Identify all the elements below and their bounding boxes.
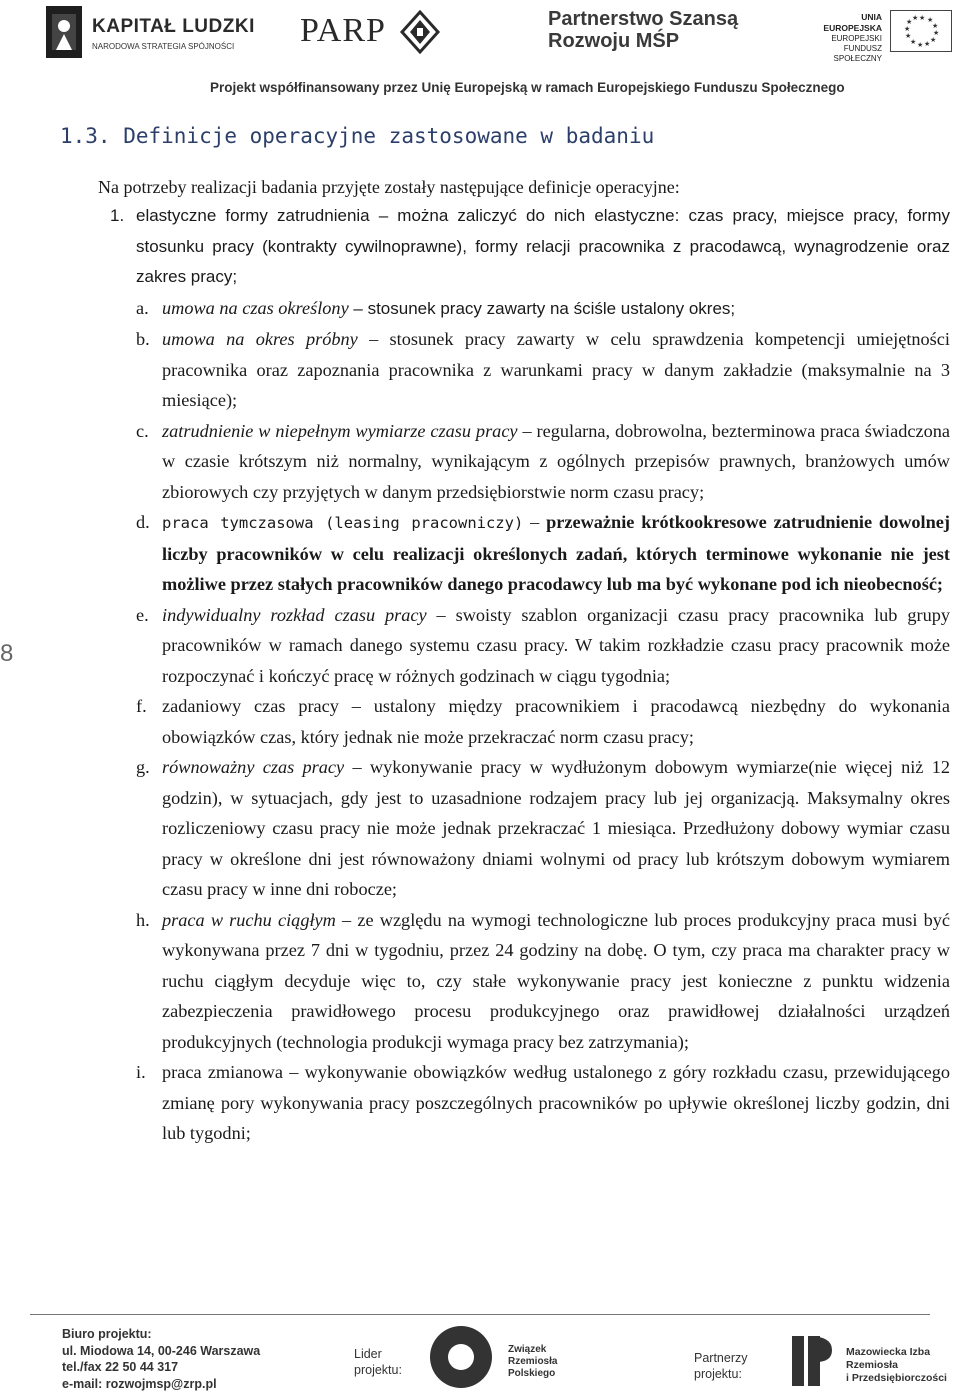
parp-diamond-icon xyxy=(400,10,440,59)
definition-item-c xyxy=(136,416,950,508)
biuro-heading: Biuro projektu: xyxy=(62,1327,152,1341)
mirp-line-2: Rzemiosła xyxy=(846,1359,898,1371)
item-term: zadaniowy czas pracy xyxy=(162,696,339,716)
eu-flag-icon xyxy=(890,10,952,52)
svg-text:★: ★ xyxy=(912,14,919,22)
item-text: przeważnie krótkookresowe zatrudnienie dowolnej liczby pracowników w celu realizacji określonych zadań, których terminowe wykonanie nie jest możliwe przez stałych pracowników danego pracodawcy lub ma być wykonane pod ich nieobecność; xyxy=(162,512,951,594)
lider-label xyxy=(354,1346,402,1378)
lider-line-2: projektu: xyxy=(354,1363,402,1377)
parp-text: PARP xyxy=(300,12,386,49)
biuro-email[interactable]: e-mail: rozwojmsp@zrp.pl xyxy=(62,1376,217,1391)
item-label: d. xyxy=(136,512,150,532)
definition-item-d xyxy=(136,507,950,600)
item-label: b. xyxy=(136,329,150,349)
item-term: umowa na okres próbny xyxy=(162,329,358,349)
item-text: – ustalony między pracownikiem i pracodawcą niezbędny do wykonania obowiązków czas, który jednak nie może przekraczać norm czasu pracy; xyxy=(162,696,950,747)
mirp-line-3: i Przedsiębiorczości xyxy=(846,1372,947,1384)
parp-logo xyxy=(300,8,440,58)
definition-item-a xyxy=(136,293,950,325)
kapital-ludzki-flag-icon xyxy=(46,6,82,58)
svg-text:★: ★ xyxy=(924,40,931,48)
kapital-ludzki-title: KAPITAŁ LUDZKI xyxy=(92,16,255,37)
mirp-line-1: Mazowiecka Izba xyxy=(846,1346,931,1358)
svg-text:★: ★ xyxy=(932,22,939,30)
item-label: c. xyxy=(136,420,149,441)
item-label: 1. xyxy=(110,206,125,225)
kapital-ludzki-logo xyxy=(46,6,255,62)
partnerzy-line-2: projektu: xyxy=(694,1367,742,1381)
item-text: – stosunek pracy zawarty na ściśle ustalony okres; xyxy=(348,298,736,318)
cofinancing-note: Projekt współfinansowany przez Unię Europejską w ramach Europejskiego Funduszu Społecznego xyxy=(210,80,845,95)
zrp-line-1: Związek xyxy=(508,1344,547,1355)
item-text: – regularna, dobrowolna, bezterminowa praca świadczona w czasie krótszym niż normalny, wynikającym z ogólnych przepisów prawnych, branżowych umów zbiorowych czy przyjętych w danym przedsiębiorstwie norm czasu pracy; xyxy=(162,420,950,502)
eu-text xyxy=(808,12,882,64)
item-term: równoważny czas pracy xyxy=(162,757,345,777)
svg-text:★: ★ xyxy=(933,29,940,37)
definition-item-g xyxy=(136,752,950,905)
item-term: umowa na czas określony xyxy=(162,297,349,318)
page-number: 8 xyxy=(0,640,14,667)
svg-text:★: ★ xyxy=(904,25,911,33)
item-term: praca zmianowa xyxy=(162,1062,283,1082)
page-header xyxy=(0,0,960,110)
item-label: a. xyxy=(136,297,149,318)
item-label: g. xyxy=(136,757,150,777)
biuro-address: ul. Miodowa 14, 00-246 Warszawa xyxy=(62,1343,261,1358)
zrp-line-3: Polskiego xyxy=(508,1368,556,1379)
item-term: zatrudnienie w niepełnym wymiarze czasu pracy xyxy=(162,420,518,441)
eu-line-3: FUNDUSZ SPOŁECZNY xyxy=(833,44,882,63)
footer-divider xyxy=(30,1314,930,1315)
svg-text:★: ★ xyxy=(930,36,937,44)
section-title: 1.3. Definicje operacyjne zastosowane w badaniu xyxy=(60,124,655,148)
item-label: e. xyxy=(136,604,149,625)
kapital-ludzki-subtitle: NARODOWA STRATEGIA SPÓJNOŚCI xyxy=(92,42,235,51)
item-text: – swoisty szablon organizacji czasu pracy pracownika lub grupy pracowników w ramach danego systemu czasu pracy. W takim rozkładzie czasu pracy pracownik może rozpoczynać i kończyć pracę w różnych godzinach w ciągu tygodnia; xyxy=(162,604,950,686)
definition-item-f xyxy=(136,691,950,752)
item-term: praca w ruchu ciągłym xyxy=(162,909,336,930)
zrp-logo-text xyxy=(508,1344,557,1380)
partnerstwo-line-1: Partnerstwo Szansą xyxy=(548,8,739,30)
lider-line-1: Lider xyxy=(354,1347,382,1361)
rzemioslo-seal-icon xyxy=(430,1326,492,1388)
mirp-logo-icon xyxy=(790,1330,834,1388)
item-text: – ze względu na wymogi technologiczne lub proces produkcyjny praca musi być wykonywana przez 7 dni w tygodniu, przez 24 godziny na dobę. O tym, czy praca ma charakter pracy w ruchu ciągłym decyduje więc to, czy stałe wykonywanie pracy jest konieczne z punktu widzenia zabezpieczenia prawidłowego procesu produkcyjnego oraz prawidłowej działalności urządzeń produkcyjnych (technologia produkcji wymaga pracy bez zatrzymania); xyxy=(162,909,950,1052)
partnerstwo-line-2: Rozwoju MŚP xyxy=(548,30,680,52)
partnerzy-line-1: Partnerzy xyxy=(694,1351,748,1365)
item-label: h. xyxy=(136,909,150,930)
item-term: indywidualny rozkład czasu pracy xyxy=(162,604,427,625)
definition-item-1 xyxy=(110,201,950,293)
svg-text:★: ★ xyxy=(910,38,917,46)
svg-text:★: ★ xyxy=(906,18,913,26)
eu-logo xyxy=(808,10,958,63)
project-office-info xyxy=(62,1326,260,1392)
eu-line-1: UNIA EUROPEJSKA xyxy=(823,12,882,33)
item-text: – wykonywanie obowiązków według ustalonego z góry rozkładu czasu, przewidującego zmianę pory wykonywania pracy poszczególnych pracowników po upływie określonej liczby godzin, dni lub tygodni; xyxy=(162,1062,951,1143)
svg-text:★: ★ xyxy=(927,16,934,24)
intro-paragraph: Na potrzeby realizacji badania przyjęte zostały następujące definicje operacyjne: xyxy=(98,177,680,197)
mirp-logo-text xyxy=(846,1346,947,1385)
definition-item-b xyxy=(136,324,950,416)
item-label: f. xyxy=(136,696,147,716)
partnerzy-label xyxy=(694,1350,748,1382)
definitions-list xyxy=(110,201,950,1149)
item-label: i. xyxy=(136,1062,146,1082)
definition-item-h xyxy=(136,905,950,1058)
biuro-phone: tel./fax 22 50 44 317 xyxy=(62,1360,179,1374)
svg-text:★: ★ xyxy=(917,41,924,49)
item-separator: – xyxy=(523,512,547,532)
svg-text:★: ★ xyxy=(905,32,912,40)
item-text: elastyczne formy zatrudnienia – można zaliczyć do nich elastyczne: czas pracy, miejsce pracy, formy stosunku pracy (kontrakty cywilnoprawne), formy relacji pracownika z pracodawcą, wynagrodzenie oraz zakres pracy; xyxy=(136,206,950,286)
definition-item-e xyxy=(136,600,950,692)
item-term: praca tymczasowa (leasing pracowniczy) xyxy=(162,514,524,532)
zrp-line-2: Rzemiosła xyxy=(508,1356,558,1367)
item-text: – wykonywanie pracy w wydłużonym dobowym wymiarze(nie więcej niż 12 godzin), w sytuacjach, gdy jest to uzasadnione rodzajem pracy lub jej organizacją. Maksymalny okres rozliczeniowy czasu pracy nie może jednak przekraczać 1 miesiąca. Przedłużony dobowy wymiar czasu pracy w określone dni jest równoważony dniami wolnymi od pracy lub krótszym dobowym wymiarem czasu pracy w inne dni robocze; xyxy=(162,757,950,899)
eu-line-2: EUROPEJSKI xyxy=(831,34,882,43)
item-text: – stosunek pracy zawarty w celu sprawdzenia kompetencji umiejętności pracownika oraz zapoznania pracownika z warunkami pracy w danym zakładzie (maksymalnie na 3 miesiące); xyxy=(162,329,950,410)
svg-text:★: ★ xyxy=(919,14,926,22)
partnerstwo-logo xyxy=(548,8,738,52)
definition-item-i xyxy=(136,1057,950,1149)
